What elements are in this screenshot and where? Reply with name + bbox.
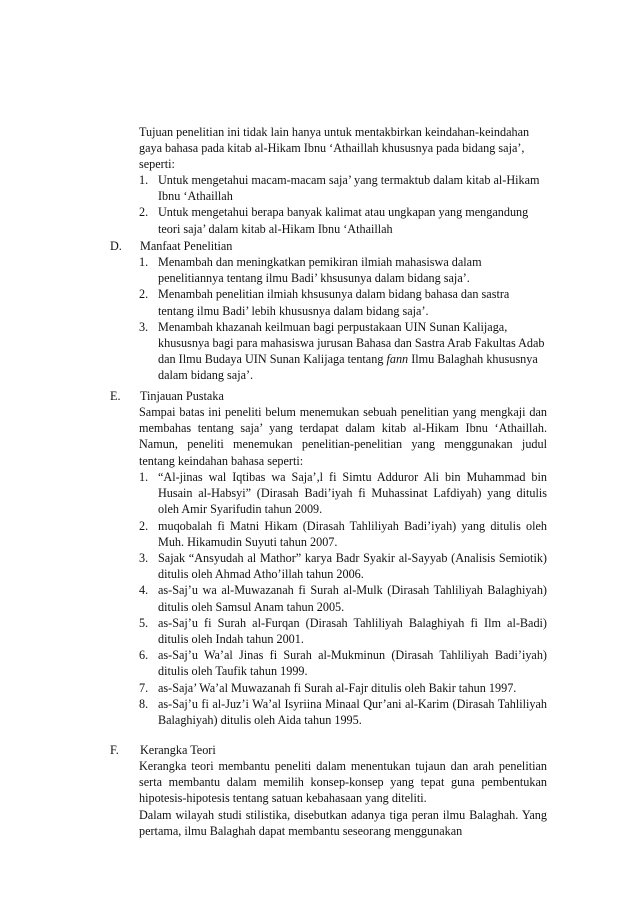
list-item: 1. Menambah dan meningkatkan pemikiran ilmiah mahasiswa dalam penelitiannya tentang ilmu Badi’ khsusunya dalam bidang saja’. [139,255,482,286]
section-e-paragraph: Sampai batas ini peneliti belum menemukan sebuah penelitian yang mengkaji dan membahas tentang saja’ yang terdapat dalam kitab al-Hikam Ibnu ‘Athaillah. Namun, peneliti menemukan penelitian-penelitian yang menggunakan judul tentang keindahan bahasa seperti: [139,405,547,468]
section-e-list [139,469,547,728]
section-f-paragraph-2: Dalam wilayah studi stilistika, disebutkan adanya tiga peran ilmu Balaghah. Yang pertama, ilmu Balaghah dapat membantu seseorang menggunakan [139,808,547,839]
section-heading-f: F. Kerangka Teori [110,743,216,757]
intro-paragraph: Tujuan penelitian ini tidak lain hanya untuk mentakbirkan keindahan-keindahan gaya bahasa pada kitab al-Hikam Ibnu ‘Athaillah khususnya pada bidang saja’, seperti: [139,125,530,172]
list-item: 4. as-Saj’u wa al-Muwazanah fi Surah al-Mulk (Dirasah Tahliliyah Balaghiyah) ditulis oleh Samsul Anam tahun 2005. [139,583,547,614]
list-item: 1. Untuk mengetahui macam-macam saja’ yang termaktub dalam kitab al-Hikam Ibnu ‘Athaillah [139,173,540,204]
list-item: 2. Untuk mengetahui berapa banyak kalimat atau ungkapan yang mengandung teori saja’ dalam kitab al-Hikam Ibnu ‘Athaillah [139,205,529,236]
list-item: 5. as-Saj’u fi Surah al-Furqan (Dirasah Tahliliyah Balaghiyah fi Ilm al-Badi) ditulis oleh Indah tahun 2001. [139,615,547,647]
section-f-paragraph-1: Kerangka teori membantu peneliti dalam menentukan tujaun dan arah penelitian serta membantu dalam memilih konsep-konsep yang tepat guna pembentukan hipotesis-hipotesis tentang satuan kebahasaan yang diteliti. [139,759,547,806]
section-d-list [139,254,547,384]
section-heading-e: E. Tinjauan Pustaka [110,389,224,403]
list-item: 6. as-Saj’u Wa’al Jinas fi Surah al-Mukminun (Dirasah Tahliliyah Badi’iyah) ditulis oleh Taufik tahun 1999. [139,648,547,679]
list-item: 3. Menambah khazanah keilmuan bagi perpustakaan UIN Sunan Kalijaga, khususnya bagi para mahasiswa jurusan Bahasa dan Sastra Arab Fakultas Adab dan Ilmu Budaya UIN Sunan Kalijaga tentang fann Ilmu Balaghah khususnya dalam bidang saja’. [139,319,545,383]
list-item: 1. “Al-jinas wal Iqtibas wa Saja’,l fi Simtu Adduror Ali bin Muhammad bin Husain al-Habsyi” (Dirasah Badi’iyah fi Muhassinat Lafdiyah) yang ditulis oleh Amir Syarifudin tahun 2009. [139,470,547,517]
list-item: 2. muqobalah fi Matni Hikam (Dirasah Tahliliyah Badi’iyah) yang ditulis oleh Muh. Hikamudin Suyuti tahun 2007. [139,518,547,549]
list-item: 2. Menambah penelitian ilmiah khsusunya dalam bidang bahasa dan sastra tentang ilmu Badi’ lebih khususnya dalam bidang saja’. [139,287,510,318]
list-item: 3. Sajak “Ansyudah al Mathor” karya Badr Syakir al-Sayyab (Analisis Semiotik) ditulis oleh Ahmad Atho’illah tahun 2006. [139,551,547,582]
section-heading-d: D. Manfaat Penelitian [110,239,233,253]
list-item: 7. as-Saja’ Wa’al Muwazanah fi Surah al-Fajr ditulis oleh Bakir tahun 1997. [139,680,517,695]
intro-list [139,172,547,237]
list-item: 8. as-Saj’u fi al-Juz’i Wa’al Isyriina Minaal Qur’ani al-Karim (Dirasah Tahliliyah Balaghiyah) ditulis oleh Aida tahun 1995. [139,696,547,728]
